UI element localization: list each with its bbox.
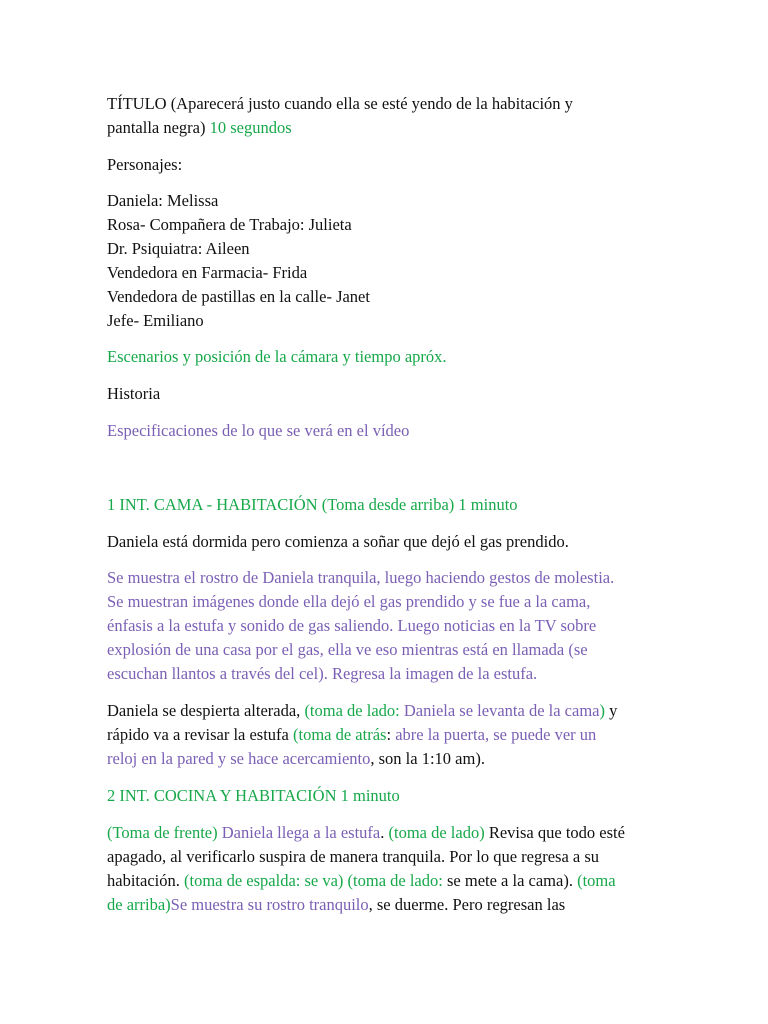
character-item: Daniela: Melissa: [107, 191, 219, 210]
character-item: Vendedora en Farmacia- Frida: [107, 263, 308, 282]
spec-line: Se muestran imágenes donde ella dejó el gas prendido y se fue a la cama,: [107, 592, 591, 611]
scene2-line-1: (Toma de frente) Daniela llega a la estufa. (toma de lado) Revisa que todo esté: [107, 823, 625, 842]
scene2-line-4: de arriba)Se muestra su rostro tranquilo, se duerme. Pero regresan las: [107, 895, 566, 914]
scene2-heading: 2 INT. COCINA Y HABITACIÓN 1 minuto: [107, 786, 400, 805]
scene2-paragraph: [107, 821, 647, 917]
spec-line: énfasis a la estufa y sonido de gas saliendo. Luego noticias en la TV sobre: [107, 616, 597, 635]
scene1-action-paragraph: [107, 699, 647, 771]
characters-list: [107, 189, 647, 333]
title-paragraph: [107, 92, 647, 140]
legend-green: Escenarios y posición de la cámara y tiempo apróx.: [107, 347, 447, 366]
scene2-line-2: apagado, al verificarlo suspira de manera tranquila. Por lo que regresa a su: [107, 847, 600, 866]
title-line-1: TÍTULO (Aparecerá justo cuando ella se esté yendo de la habitación y: [107, 94, 573, 113]
legend-purple: Especificaciones de lo que se verá en el vídeo: [107, 421, 410, 440]
character-item: Rosa- Compañera de Trabajo: Julieta: [107, 215, 352, 234]
spec-line: Se muestra el rostro de Daniela tranquila, luego haciendo gestos de molestia.: [107, 568, 615, 587]
title-line-2: pantalla negra) 10 segundos: [107, 118, 292, 137]
characters-heading: Personajes:: [107, 155, 183, 174]
scene2-line-3: habitación. (toma de espalda: se va) (toma de lado: se mete a la cama). (toma: [107, 871, 616, 890]
character-item: Dr. Psiquiatra: Aileen: [107, 239, 250, 258]
title-duration: 10 segundos: [209, 118, 292, 137]
scene1-heading: 1 INT. CAMA - HABITACIÓN (Toma desde arriba) 1 minuto: [107, 495, 518, 514]
action-line-2: rápido va a revisar la estufa (toma de atrás: abre la puerta, se puede ver un: [107, 725, 597, 744]
action-line-1: Daniela se despierta alterada, (toma de lado: Daniela se levanta de la cama) y: [107, 701, 618, 720]
spec-line: explosión de una casa por el gas, ella ve eso mientras está en llamada (se: [107, 640, 588, 659]
spec-line: escuchan llantos a través del cel). Regresa la imagen de la estufa.: [107, 664, 538, 683]
scene1-spec-paragraph: [107, 566, 647, 686]
legend-black: Historia: [107, 384, 161, 403]
character-item: Jefe- Emiliano: [107, 311, 204, 330]
action-line-3: reloj en la pared y se hace acercamiento, son la 1:10 am).: [107, 749, 485, 768]
scene1-story: Daniela está dormida pero comienza a soñar que dejó el gas prendido.: [107, 532, 569, 551]
character-item: Vendedora de pastillas en la calle- Janet: [107, 287, 370, 306]
